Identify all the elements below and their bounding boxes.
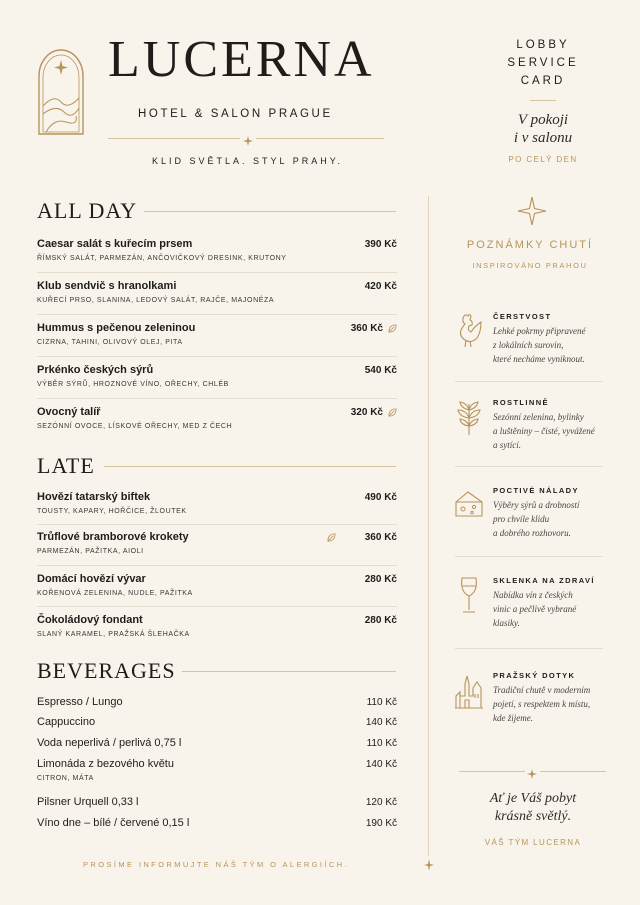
menu-item bbox=[37, 573, 397, 597]
item-price: 190 Kč bbox=[365, 818, 397, 829]
note-text bbox=[493, 498, 579, 540]
item-name: Víno dne – bílé / červené 0,15 l bbox=[37, 817, 190, 829]
item-description: TOUSTY, KAPARY, HOŘČICE, ŽLOUTEK bbox=[37, 508, 187, 515]
beverage-item bbox=[37, 696, 397, 708]
logo-emblem bbox=[36, 46, 86, 141]
beverage-item bbox=[37, 737, 397, 749]
item-name: Ovocný talíř bbox=[37, 406, 101, 418]
lobby-script-2: i v salonu bbox=[513, 130, 573, 146]
note-heading: SKLENKA NA ZDRAVÍ bbox=[493, 576, 595, 585]
item-price: 110 Kč bbox=[366, 738, 397, 749]
note-text-line: z lokálních surovin, bbox=[493, 340, 564, 350]
beverage-item bbox=[37, 817, 397, 829]
item-name: Limonáda z bezového květu bbox=[37, 758, 174, 770]
item-description: ŘÍMSKÝ SALÁT, PARMEZÁN, ANČOVIČKOVÝ DRESINK, KRUTONY bbox=[37, 255, 287, 262]
note-heading: ROSTLINNĚ bbox=[493, 398, 549, 407]
note-text-line: a dobrého rozhovoru. bbox=[493, 528, 571, 538]
closing-signature: VÁŠ TÝM LUCERNA bbox=[484, 838, 582, 847]
item-description: SEZÓNNÍ OVOCE, LÍSKOVÉ OŘECHY, MED Z ČECH bbox=[37, 423, 233, 430]
lobby-card bbox=[478, 36, 608, 164]
item-price: 120 Kč bbox=[365, 797, 397, 808]
item-price: 110 Kč bbox=[366, 697, 397, 708]
section-rule-all-day bbox=[144, 211, 396, 212]
footer-sparkle-icon bbox=[424, 858, 434, 876]
beverage-item bbox=[37, 716, 397, 728]
note-text-line: pojetí, s respektem k místu, bbox=[493, 699, 591, 709]
closing-sparkle-icon bbox=[527, 766, 537, 784]
note-text-line: kde žijeme. bbox=[493, 713, 533, 723]
item-separator bbox=[37, 606, 397, 607]
item-price: 280 Kč bbox=[364, 574, 397, 585]
item-price: 360 Kč bbox=[364, 532, 397, 543]
item-separator bbox=[37, 565, 397, 566]
item-name: Hovězí tatarský biftek bbox=[37, 491, 151, 503]
header-divider-right bbox=[256, 138, 384, 139]
item-description: VÝBĚR SÝRŮ, HROZNOVÉ VÍNO, OŘECHY, CHLÉB bbox=[37, 381, 229, 388]
note-text bbox=[493, 324, 585, 366]
section-rule-beverages bbox=[182, 671, 396, 672]
beverage-item bbox=[37, 758, 397, 782]
menu-item bbox=[37, 491, 397, 515]
prague-castle-icon bbox=[453, 672, 485, 715]
note-separator bbox=[455, 381, 603, 382]
lobby-label-3: CARD bbox=[520, 75, 566, 87]
note-text-line: Lehké pokrmy připravené bbox=[493, 326, 586, 336]
note-separator bbox=[455, 466, 603, 467]
item-separator bbox=[37, 314, 397, 315]
item-price: 140 Kč bbox=[365, 717, 397, 728]
item-description: PARMEZÁN, PAŽITKA, AIOLI bbox=[37, 548, 144, 555]
notes-subtitle: INSPIROVÁNO PRAHOU bbox=[472, 261, 588, 270]
column-divider bbox=[428, 196, 429, 856]
note-heading: ČERSTVOST bbox=[493, 312, 552, 321]
vegetarian-leaf-icon bbox=[327, 533, 336, 542]
item-name: Trůflové bramborové krokety bbox=[37, 531, 189, 543]
item-price: 140 Kč bbox=[365, 759, 397, 770]
note-text-line: které necháme vyniknout. bbox=[493, 354, 585, 364]
item-name: Cappuccino bbox=[37, 716, 96, 728]
note-text bbox=[493, 410, 595, 452]
cheese-icon bbox=[454, 490, 484, 523]
lobby-label-1: LOBBY bbox=[516, 39, 570, 51]
note-text-line: Výběry sýrů a drobností bbox=[493, 500, 580, 510]
item-name: Prkénko českých sýrů bbox=[37, 364, 154, 376]
item-name: Espresso / Lungo bbox=[37, 696, 123, 708]
item-price: 540 Kč bbox=[364, 365, 397, 376]
item-description: CIZRNA, TAHINI, OLIVOVÝ OLEJ, PITA bbox=[37, 339, 183, 346]
closing-divider-left bbox=[459, 771, 525, 772]
item-separator bbox=[37, 272, 397, 273]
brand-title: LUCERNA bbox=[108, 31, 375, 88]
item-name: Hummus s pečenou zeleninou bbox=[37, 322, 196, 334]
menu-item bbox=[37, 406, 397, 430]
note-separator bbox=[455, 648, 603, 649]
vegetarian-leaf-icon bbox=[388, 324, 397, 333]
menu-item bbox=[37, 280, 397, 304]
item-name: Pilsner Urquell 0,33 l bbox=[37, 796, 139, 808]
item-price: 420 Kč bbox=[364, 281, 397, 292]
section-title-beverages: BEVERAGES bbox=[37, 658, 176, 683]
note-text-line: a luštěniny – čisté, vyvážené bbox=[493, 426, 595, 436]
note-text-line: Sezónní zelenina, bylinky bbox=[493, 412, 584, 422]
item-price: 280 Kč bbox=[364, 615, 397, 626]
item-separator bbox=[37, 398, 397, 399]
note-text-line: Tradiční chutě v moderním bbox=[493, 685, 591, 695]
note-heading: POCTIVÉ NÁLADY bbox=[493, 486, 579, 495]
lobby-label-2: SERVICE bbox=[507, 57, 579, 69]
note-text bbox=[493, 588, 576, 630]
menu-item bbox=[37, 614, 397, 638]
item-description: CITRON, MÁTA bbox=[37, 775, 94, 782]
note-heading: PRAŽSKÝ DOTYK bbox=[493, 671, 576, 680]
item-price: 390 Kč bbox=[364, 239, 397, 250]
menu-item bbox=[37, 531, 397, 555]
section-rule-late bbox=[104, 466, 396, 467]
item-price: 360 Kč bbox=[350, 323, 383, 334]
item-name: Čokoládový fondant bbox=[37, 614, 143, 626]
item-name: Domácí hovězí vývar bbox=[37, 573, 146, 585]
note-text bbox=[493, 683, 590, 725]
section-title-late: LATE bbox=[37, 453, 95, 478]
note-text-line: vinic a pečlivě vybrané bbox=[493, 604, 577, 614]
menu-item bbox=[37, 322, 397, 346]
item-price: 490 Kč bbox=[364, 492, 397, 503]
notes-sparkle-icon bbox=[517, 196, 547, 231]
note-text-line: a sytící. bbox=[493, 440, 521, 450]
closing-divider-right bbox=[540, 771, 606, 772]
item-name: Voda neperlivá / perlivá 0,75 l bbox=[37, 737, 182, 749]
note-separator bbox=[455, 556, 603, 557]
note-text-line: pro chvíle klidu bbox=[493, 514, 550, 524]
allergen-note: PROSÍME INFORMUJTE NÁŠ TÝM O ALERGIÍCH. bbox=[83, 860, 349, 869]
lobby-divider bbox=[530, 100, 556, 101]
notes-title: POZNÁMKY CHUTÍ bbox=[466, 239, 594, 251]
item-description: KOŘENOVÁ ZELENINA, NUDLE, PAŽITKA bbox=[37, 590, 193, 597]
closing-line-1: Ať je Váš pobyt bbox=[489, 791, 577, 806]
closing-line-2: krásně světlý. bbox=[494, 809, 572, 824]
brand-subtitle: HOTEL & SALON PRAGUE bbox=[138, 108, 333, 120]
vegetarian-leaf-icon bbox=[388, 408, 397, 417]
section-title-all-day: ALL DAY bbox=[37, 198, 138, 223]
plant-icon bbox=[456, 398, 482, 441]
item-description: SLANÝ KARAMEL, PRAŽSKÁ ŠLEHAČKA bbox=[37, 631, 190, 638]
item-name: Caesar salát s kuřecím prsem bbox=[37, 238, 193, 250]
menu-item bbox=[37, 364, 397, 388]
lobby-note: PO CELÝ DEN bbox=[508, 155, 578, 164]
beverage-item bbox=[37, 796, 397, 808]
item-name: Klub sendvič s hranolkami bbox=[37, 280, 177, 292]
rooster-icon bbox=[455, 312, 483, 353]
header-divider-left bbox=[108, 138, 240, 139]
item-separator bbox=[37, 524, 397, 525]
note-text-line: klasiky. bbox=[493, 618, 520, 628]
item-price: 320 Kč bbox=[350, 407, 383, 418]
menu-item bbox=[37, 238, 397, 262]
tagline: KLID SVĚTLA. STYL PRAHY. bbox=[152, 156, 344, 166]
note-text-line: Nabídka vín z českých bbox=[493, 590, 573, 600]
item-separator bbox=[37, 356, 397, 357]
lobby-script-1: V pokoji bbox=[517, 112, 569, 128]
header-sparkle-icon bbox=[243, 133, 253, 151]
wine-glass-icon bbox=[459, 576, 479, 619]
item-description: KUŘECÍ PRSO, SLANINA, LEDOVÝ SALÁT, RAJČE, MAJONÉZA bbox=[37, 297, 275, 304]
